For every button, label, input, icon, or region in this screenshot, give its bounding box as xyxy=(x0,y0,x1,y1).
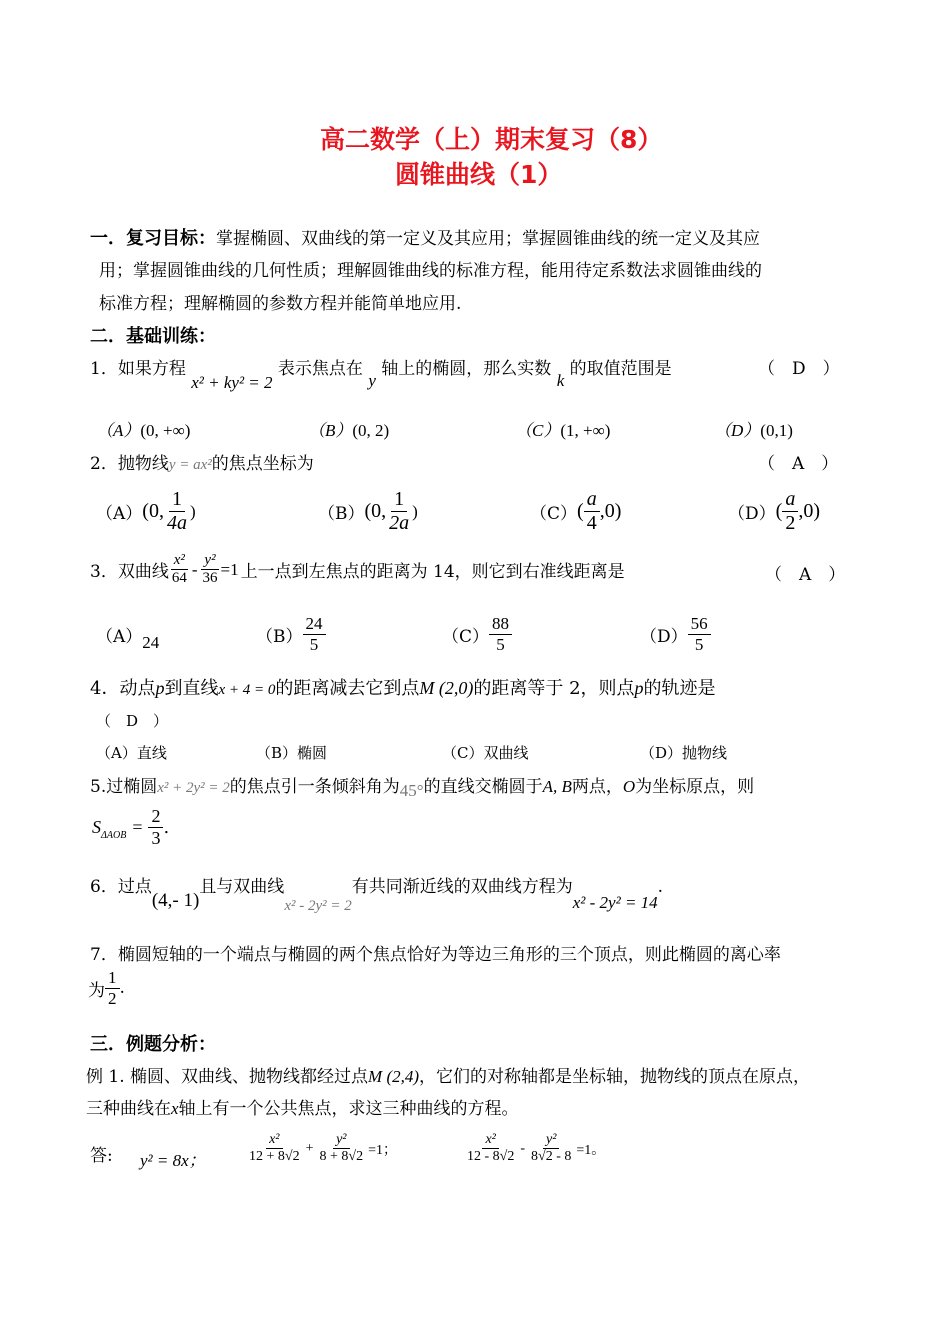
q2-equation: y = ax² xyxy=(168,457,212,473)
page-subtitle: 圆锥曲线（1） xyxy=(395,160,563,189)
q1-text: 表示焦点在 xyxy=(277,359,363,379)
question-2 xyxy=(90,449,314,474)
q2-suffix: 的焦点坐标为 xyxy=(211,454,314,474)
q4-option-d: （D）抛物线 xyxy=(640,744,728,762)
q3-answer: （ A ） xyxy=(765,565,846,585)
q1-option-d: （D）(0,1) xyxy=(714,421,793,440)
q2-prefix: 2．抛物线 xyxy=(90,454,169,474)
question-6: 6．过点(4,- 1)且与双曲线x² - 2y² = 2有共同渐近线的双曲线方程为x² - 2y² = 14. xyxy=(90,877,664,914)
example-1-line2: 三种曲线在x轴上有一个公共焦点，求这三种曲线的方程。 xyxy=(86,1099,519,1119)
q2-option-b: （B） (0, $\frac{1}{2a}$ ) xyxy=(318,488,418,534)
page-title: 高二数学（上）期末复习（8） xyxy=(320,125,663,154)
q1-text2: 轴上的椭圆，那么实数 xyxy=(381,359,552,379)
review-goals xyxy=(90,224,760,250)
q1-answer: （ D ） xyxy=(758,359,840,379)
section-heading-goals: 一．复习目标： xyxy=(90,228,216,249)
q2-answer: （ A ） xyxy=(758,454,839,474)
q1-option-b: （B）(0, 2) xyxy=(308,421,390,440)
q2-option-c: （C） ( $\frac{a}{4}$ ,0) xyxy=(530,488,622,534)
q4-option-a: （A）直线 xyxy=(96,744,167,762)
question-3: 3．双曲线 $\frac{\text{x²}}{64}$ - $\frac{\text{y²}}{36}$ =1 上一点到左焦点的距离为 14，则它到右准线距离是 xyxy=(90,552,625,587)
q1-var-k: k xyxy=(556,371,565,390)
section-heading-examples: 三．例题分析： xyxy=(90,1034,216,1055)
answer-label: 答: xyxy=(90,1146,113,1166)
question-5: 5.过椭圆x² + 2y² = 2的焦点引一条倾斜角为45°的直线交椭圆于A, B两点，O为坐标原点，则 xyxy=(90,777,755,800)
example-1-line1: 例 1. 椭圆、双曲线、抛物线都经过点M (2,4)，它们的对称轴都是坐标轴，抛物线的顶点在原点， xyxy=(86,1067,811,1087)
q4-option-b: （B）椭圆 xyxy=(256,744,328,762)
q4-option-c: （C）双曲线 xyxy=(442,744,529,762)
q3-prefix: 3．双曲线 xyxy=(90,562,169,583)
question-7-line1: 7．椭圆短轴的一个端点与椭圆的两个焦点恰好为等边三角形的三个顶点，则此椭圆的离心率 xyxy=(90,945,781,965)
goals-line-1: 掌握椭圆、双曲线的第一定义及其应用；掌握圆锥曲线的统一定义及其应 xyxy=(216,229,760,249)
section-heading-basic: 二．基础训练： xyxy=(90,326,216,347)
q2-option-d: （D） ( $\frac{a}{2}$ ,0) xyxy=(728,488,820,534)
q1-equation: x² + ky² = 2 xyxy=(191,373,273,392)
q3-option-d: （D） $\frac{56}{5}$ xyxy=(640,614,711,654)
answer-parabola: y² = 8x； xyxy=(140,1151,206,1170)
q1-suffix: 的取值范围是 xyxy=(569,359,672,379)
answer-ellipse: $\frac{\text{x²}}{12 + 8√2}$ + $\frac{\text{y²}}{8 + 8√2}$ =1； xyxy=(249,1132,397,1165)
q1-var-y: y xyxy=(368,371,376,390)
q3-option-a: （A）24 xyxy=(96,627,160,652)
q2-option-a: （A） (0, $\frac{1}{4a}$ ) xyxy=(96,488,196,534)
question-1 xyxy=(90,354,672,392)
goals-line-3: 标准方程；理解椭圆的参数方程并能简单地应用. xyxy=(99,294,462,314)
q1-option-a: （A）(0, +∞) xyxy=(96,421,191,440)
q1-prefix: 1．如果方程 xyxy=(90,359,186,379)
answer-hyperbola: $\frac{\text{x²}}{12 - 8√2}$ - $\frac{\text{y²}}{8√2 - 8}$ =1。 xyxy=(467,1132,606,1165)
goals-line-2: 用；掌握圆锥曲线的几何性质；理解圆锥曲线的标准方程，能用待定系数法求圆锥曲线的 xyxy=(99,261,762,281)
q4-answer: （ D ） xyxy=(96,712,169,730)
question-7-answer: 为 $\frac{1}{2}$ . xyxy=(88,968,125,1008)
q5-answer: S ΔAOB = $\frac{2}{3}$ . xyxy=(92,806,170,848)
q1-option-c: （C）(1, +∞) xyxy=(515,421,611,440)
q3-option-c: （C） $\frac{88}{5}$ xyxy=(442,614,512,654)
q3-suffix: 上一点到左焦点的距离为 14，则它到右准线距离是 xyxy=(240,562,625,583)
q3-option-b: （B） $\frac{24}{5}$ xyxy=(256,614,326,654)
question-4: 4．动点p到直线x + 4 = 0的距离减去它到点M (2,0)的距离等于 2，则点p的轨迹是 xyxy=(90,678,716,699)
